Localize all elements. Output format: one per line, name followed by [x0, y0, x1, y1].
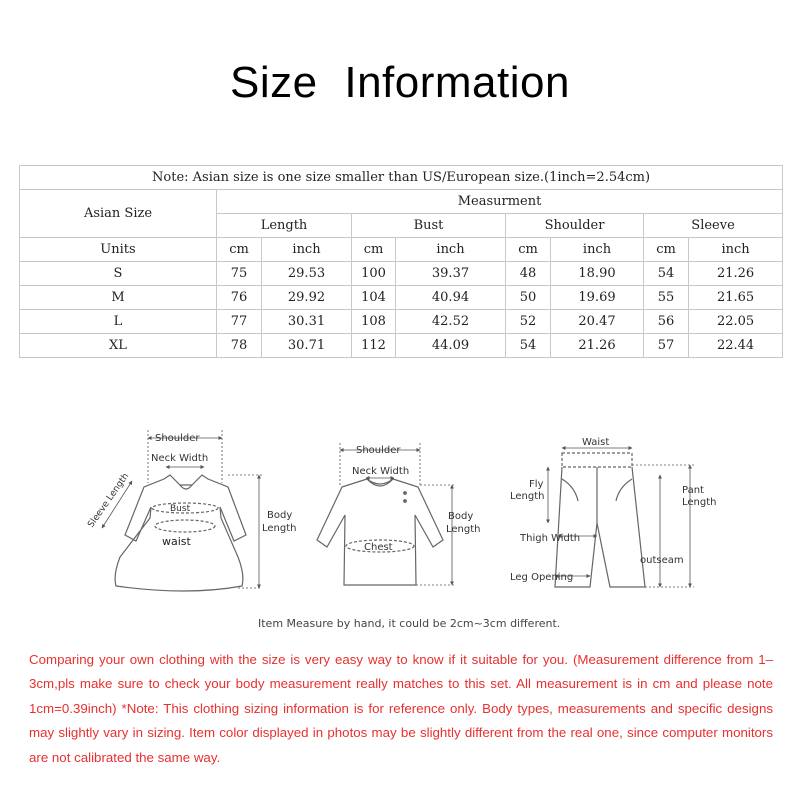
- units-label: Units: [20, 238, 217, 262]
- table-header-row: [20, 190, 783, 214]
- table-cell: 21.65: [689, 286, 783, 310]
- dress-diagram: [115, 475, 246, 591]
- length-header: Length: [217, 214, 352, 238]
- table-cell: 42.52: [396, 310, 506, 334]
- unit-inch: inch: [262, 238, 352, 262]
- dress-bust-label: Bust: [170, 504, 191, 514]
- measurement-diagram: [70, 405, 790, 640]
- table-cell: 22.44: [689, 334, 783, 358]
- shirt-neck-width-label: Neck Width: [352, 466, 410, 477]
- pants-fly-length-label: Length: [510, 491, 545, 502]
- table-cell: 21.26: [551, 334, 644, 358]
- measurement-header: Measurment: [217, 190, 783, 214]
- table-cell: 50: [506, 286, 551, 310]
- table-note-row: [20, 166, 783, 190]
- unit-cm: cm: [506, 238, 551, 262]
- size-cell: M: [20, 286, 217, 310]
- size-cell: L: [20, 310, 217, 334]
- pants-fly-label: Fly: [529, 479, 544, 490]
- pants-diagram: [555, 453, 645, 587]
- bust-header: Bust: [352, 214, 506, 238]
- table-cell: 40.94: [396, 286, 506, 310]
- table-cell: 29.92: [262, 286, 352, 310]
- table-note: Note: Asian size is one size smaller than US/European size.(1inch=2.54cm): [20, 166, 783, 190]
- table-cell: 30.31: [262, 310, 352, 334]
- dress-body-label: Body: [267, 510, 293, 521]
- pants-leg-opening-label: Leg Opening: [510, 572, 574, 583]
- table-cell: 56: [644, 310, 689, 334]
- asian-size-header: Asian Size: [20, 190, 217, 238]
- table-row: [20, 310, 783, 334]
- table-cell: 77: [217, 310, 262, 334]
- dress-shoulder-label: Shoulder: [155, 433, 200, 444]
- table-cell: 30.71: [262, 334, 352, 358]
- table-cell: 112: [352, 334, 396, 358]
- table-cell: 19.69: [551, 286, 644, 310]
- table-cell: 75: [217, 262, 262, 286]
- table-cell: 29.53: [262, 262, 352, 286]
- pants-pant-length-label: Length: [682, 497, 717, 508]
- table-cell: 76: [217, 286, 262, 310]
- shoulder-header: Shoulder: [506, 214, 644, 238]
- table-cell: 20.47: [551, 310, 644, 334]
- pants-thigh-width-label: Thigh Width: [520, 533, 581, 544]
- sleeve-header: Sleeve: [644, 214, 783, 238]
- unit-cm: cm: [644, 238, 689, 262]
- table-row: [20, 334, 783, 358]
- table-cell: 57: [644, 334, 689, 358]
- table-cell: 39.37: [396, 262, 506, 286]
- dress-length-label: Length: [262, 523, 297, 534]
- pants-outseam-label: outseam: [640, 555, 684, 566]
- size-cell: S: [20, 262, 217, 286]
- pants-waist-label: Waist: [582, 437, 610, 448]
- unit-cm: cm: [217, 238, 262, 262]
- unit-inch: inch: [689, 238, 783, 262]
- dress-sleeve-length-label: Sleeve Length: [86, 471, 132, 530]
- size-cell: XL: [20, 334, 217, 358]
- table-cell: 108: [352, 310, 396, 334]
- table-cell: 21.26: [689, 262, 783, 286]
- shirt-chest-label: Chest: [364, 542, 393, 553]
- table-cell: 48: [506, 262, 551, 286]
- shirt-shoulder-label: Shoulder: [356, 445, 401, 456]
- sizing-notes: Comparing your own clothing with the size is very easy way to know if it suitable for you. (Measurement difference from 1– 3cm,pls make sure to check your body measurement really matches to this set. All measurement is in cm and please note 1cm=0.39inch) *Note: This clothing sizing information is for reference only. Body types, measurements and specific designs may slightly vary in sizing. Item color displayed in photos may be slightly different from the real one, since computer monitors are not calibrated the same way.: [29, 652, 773, 765]
- table-row: [20, 262, 783, 286]
- table-cell: 22.05: [689, 310, 783, 334]
- diagram-caption: Item Measure by hand, it could be 2cm~3cm different.: [258, 617, 561, 630]
- table-cell: 44.09: [396, 334, 506, 358]
- table-cell: 54: [644, 262, 689, 286]
- unit-inch: inch: [551, 238, 644, 262]
- unit-cm: cm: [352, 238, 396, 262]
- table-cell: 52: [506, 310, 551, 334]
- table-row: [20, 286, 783, 310]
- table-cell: 78: [217, 334, 262, 358]
- unit-inch: inch: [396, 238, 506, 262]
- table-cell: 100: [352, 262, 396, 286]
- table-cell: 104: [352, 286, 396, 310]
- table-cell: 54: [506, 334, 551, 358]
- size-table: [19, 165, 783, 358]
- shirt-length-label: Length: [446, 524, 481, 535]
- page-title: Size Information: [230, 58, 570, 107]
- pants-pant-label: Pant: [682, 485, 704, 496]
- dress-waist-label: waist: [162, 535, 191, 548]
- shirt-diagram: [317, 479, 443, 585]
- table-cell: 55: [644, 286, 689, 310]
- shirt-body-label: Body: [448, 511, 474, 522]
- dress-neck-width-label: Neck Width: [151, 453, 209, 464]
- table-cell: 18.90: [551, 262, 644, 286]
- table-units-row: [20, 238, 783, 262]
